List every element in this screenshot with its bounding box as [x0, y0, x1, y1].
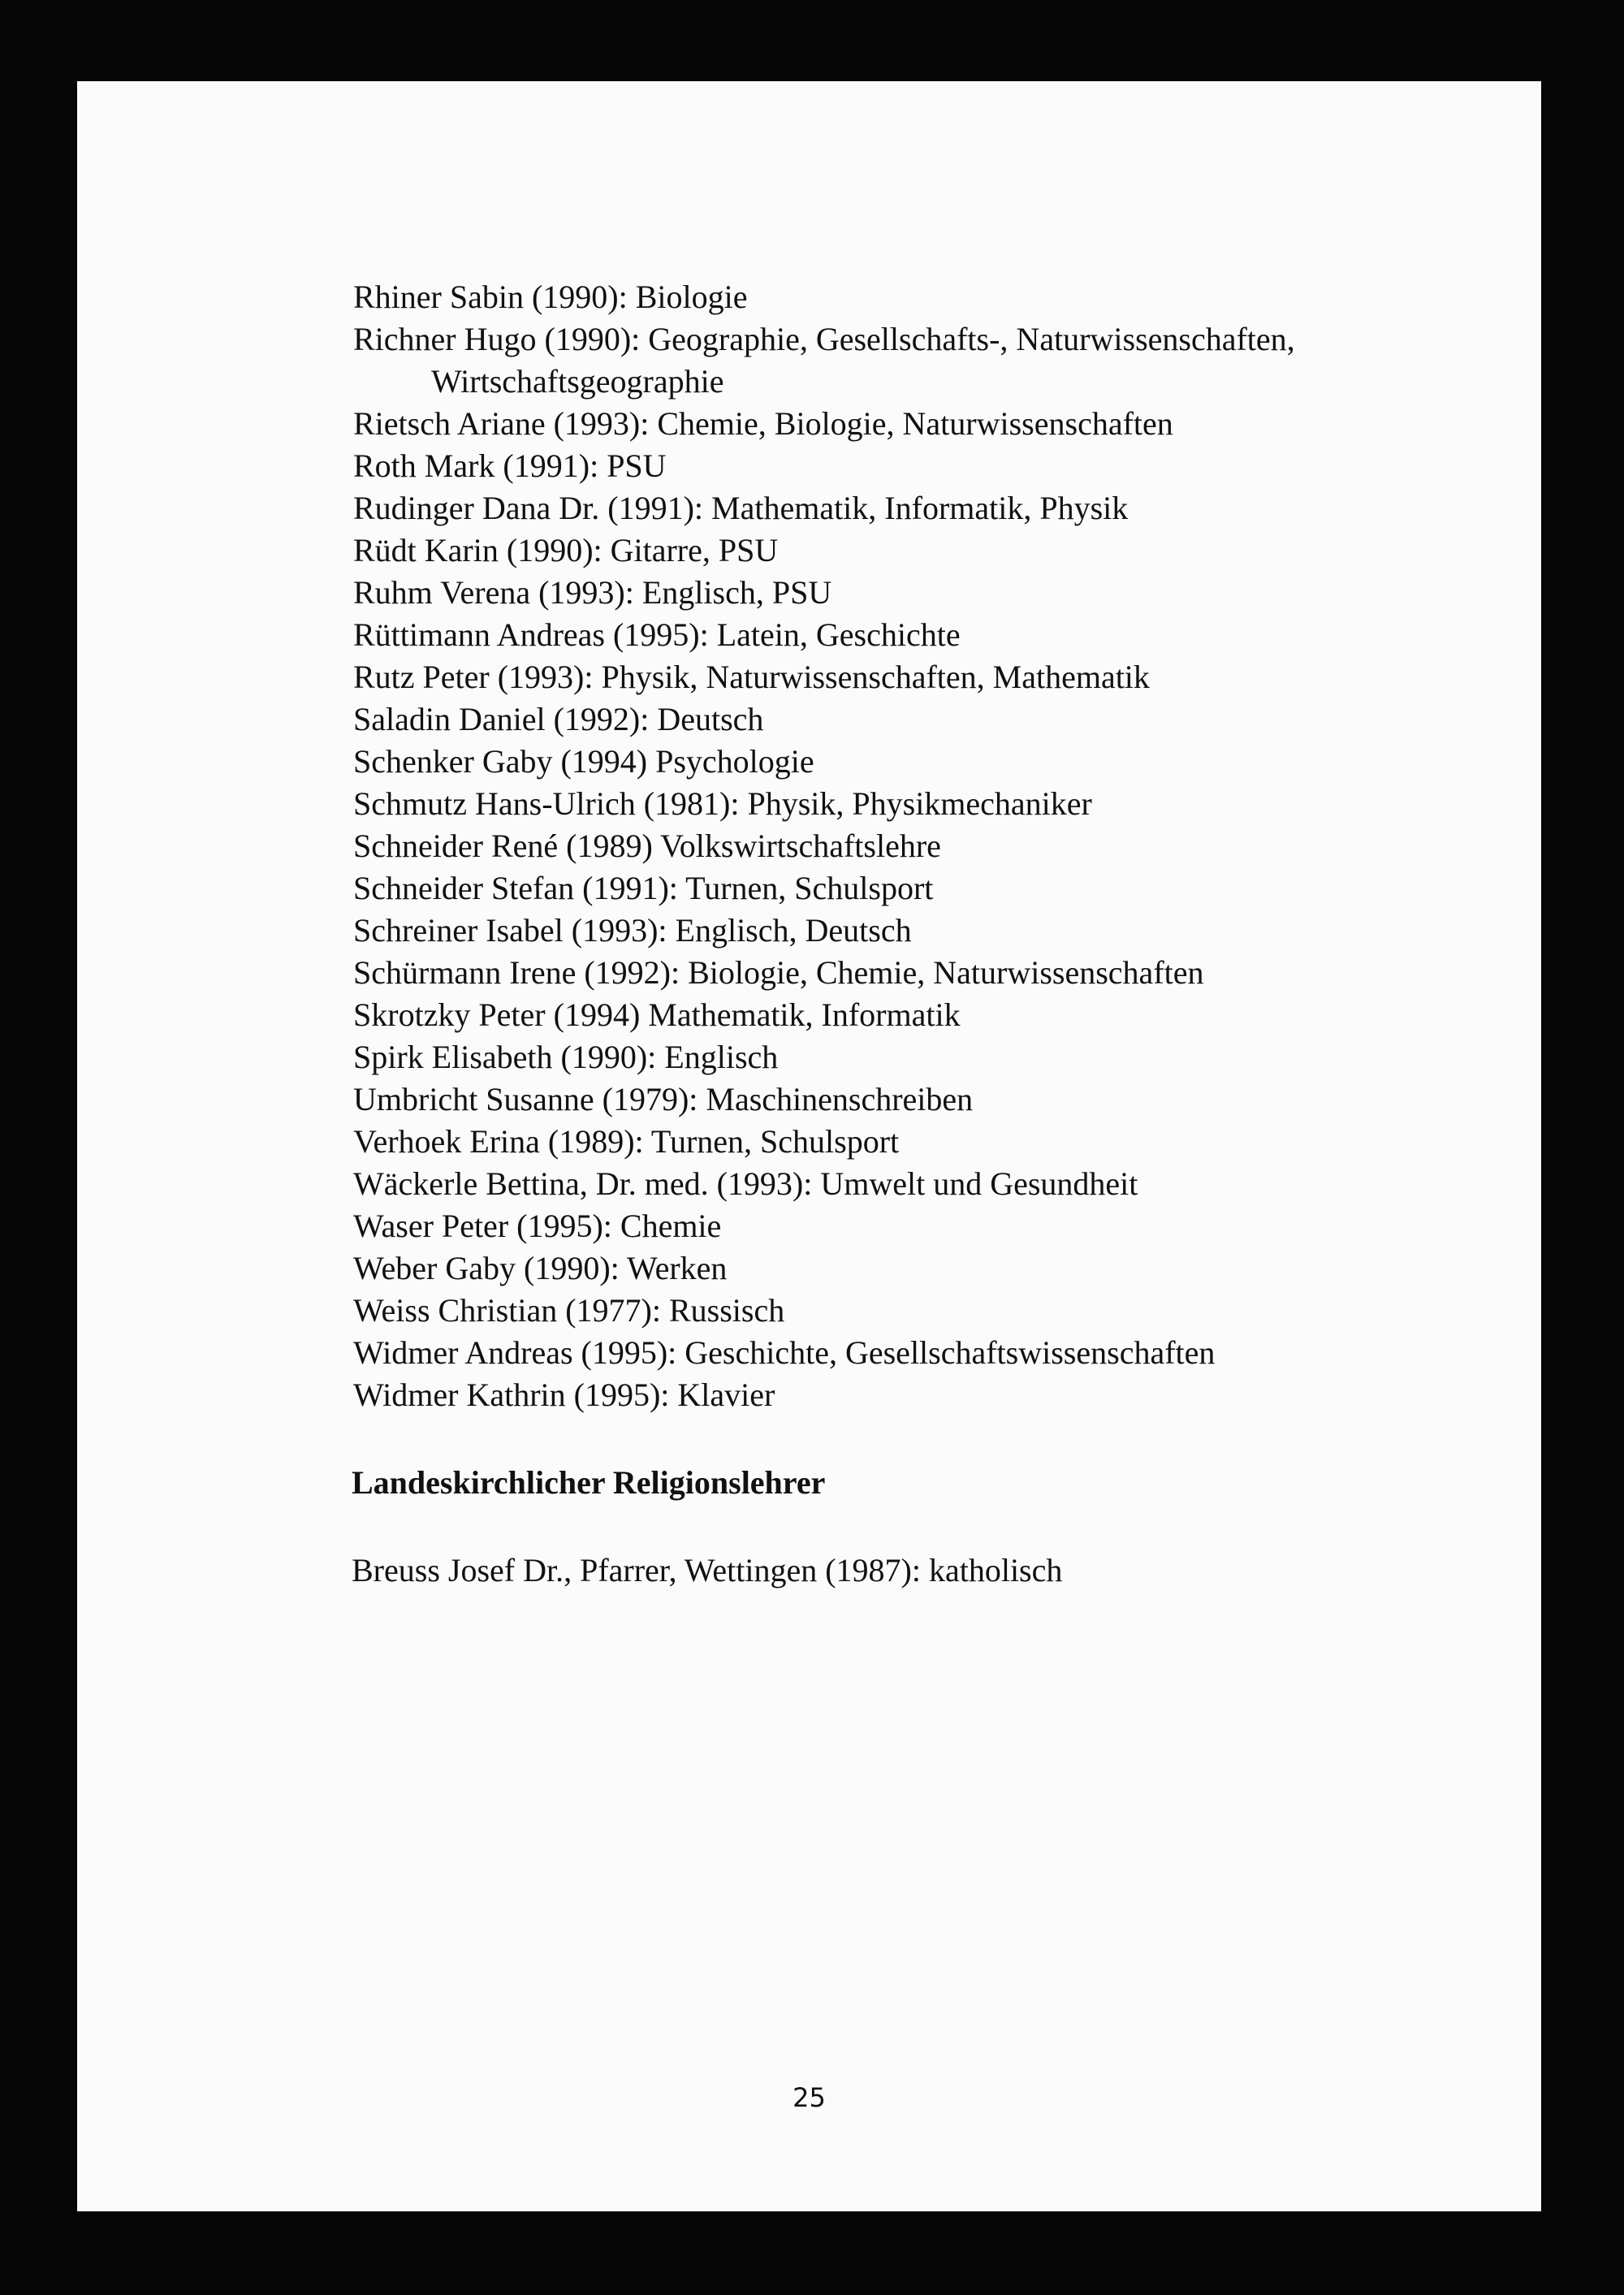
teacher-entry-text: Schneider Stefan (1991): Turnen, Schulsport: [353, 870, 934, 906]
teacher-entry-text: Umbricht Susanne (1979): Maschinenschreiben: [353, 1081, 974, 1117]
teacher-entry: [353, 1036, 1490, 1078]
teacher-entry-text: Rudinger Dana Dr. (1991): Mathematik, Informatik, Physik: [353, 490, 1129, 526]
teacher-entry-text: Saladin Daniel (1992): Deutsch: [353, 701, 764, 737]
teacher-entry: [353, 952, 1490, 994]
section-heading: Landeskirchlicher Religionslehrer: [352, 1464, 826, 1501]
teacher-entry-text: Waser Peter (1995): Chemie: [353, 1208, 722, 1244]
teacher-entry-text: Schneider René (1989) Volkswirtschaftslehre: [353, 828, 941, 864]
teacher-entry: [353, 1290, 1490, 1332]
religion-teacher-entry: Breuss Josef Dr., Pfarrer, Wettingen (1987): katholisch: [352, 1552, 1063, 1588]
teacher-entry-text: Rüdt Karin (1990): Gitarre, PSU: [353, 532, 779, 568]
teacher-list: [353, 276, 1490, 1416]
teacher-entry-text: Skrotzky Peter (1994) Mathematik, Informatik: [353, 996, 961, 1033]
teacher-entry: [353, 1332, 1490, 1374]
teacher-entry-text: Roth Mark (1991): PSU: [353, 447, 667, 484]
teacher-entry: [353, 741, 1490, 783]
teacher-entry-text: Schreiner Isabel (1993): Englisch, Deutsch: [353, 912, 912, 949]
teacher-entry-text: Spirk Elisabeth (1990): Englisch: [353, 1039, 779, 1075]
teacher-entry-text: Schürmann Irene (1992): Biologie, Chemie, Naturwissenschaften: [353, 954, 1204, 991]
teacher-entry: [353, 487, 1490, 529]
teacher-entry-text: Widmer Andreas (1995): Geschichte, Gesellschaftswissenschaften: [353, 1334, 1216, 1371]
teacher-entry: [353, 276, 1490, 318]
teacher-entry-text: Verhoek Erina (1989): Turnen, Schulsport: [353, 1123, 900, 1160]
teacher-entry-text: Rietsch Ariane (1993): Chemie, Biologie, Naturwissenschaften: [353, 405, 1173, 442]
teacher-entry-text: Widmer Kathrin (1995): Klavier: [353, 1377, 775, 1413]
teacher-entry-text: Weber Gaby (1990): Werken: [353, 1250, 728, 1286]
teacher-entry: [353, 1121, 1490, 1163]
teacher-entry: [353, 1163, 1490, 1205]
teacher-entry: [353, 994, 1490, 1036]
teacher-entry-continuation: Wirtschaftsgeographie: [431, 363, 724, 400]
teacher-entry: [353, 698, 1490, 741]
teacher-entry: [353, 529, 1490, 572]
teacher-entry: [353, 910, 1490, 952]
teacher-entry-text: Ruhm Verena (1993): Englisch, PSU: [353, 574, 832, 611]
teacher-entry: [353, 1078, 1490, 1121]
teacher-entry-text: Schmutz Hans-Ulrich (1981): Physik, Physikmechaniker: [353, 785, 1092, 822]
teacher-entry-text: Schenker Gaby (1994) Psychologie: [353, 743, 814, 780]
teacher-entry: [353, 1374, 1490, 1416]
teacher-entry: [353, 1247, 1490, 1290]
teacher-entry: [353, 445, 1490, 487]
teacher-entry: [353, 572, 1490, 614]
document-page: [77, 81, 1541, 2211]
teacher-entry: [353, 867, 1490, 910]
teacher-entry: [353, 656, 1490, 698]
teacher-entry-text: Rhiner Sabin (1990): Biologie: [353, 279, 748, 315]
teacher-entry: [353, 783, 1490, 825]
teacher-entry-text: Wäckerle Bettina, Dr. med. (1993): Umwelt und Gesundheit: [353, 1165, 1138, 1202]
teacher-entry-text: Rüttimann Andreas (1995): Latein, Geschichte: [353, 616, 961, 653]
teacher-entry: [353, 614, 1490, 656]
teacher-entry-text: Rutz Peter (1993): Physik, Naturwissenschaften, Mathematik: [353, 659, 1150, 695]
teacher-entry: [353, 403, 1490, 445]
teacher-entry: [353, 1205, 1490, 1247]
teacher-entry: [353, 825, 1490, 867]
teacher-entry: [353, 318, 1490, 403]
page-number: 25: [793, 2082, 826, 2113]
teacher-entry-text: Weiss Christian (1977): Russisch: [353, 1292, 785, 1329]
teacher-entry-text: Richner Hugo (1990): Geographie, Gesellschafts-, Naturwissenschaften,: [353, 321, 1295, 357]
